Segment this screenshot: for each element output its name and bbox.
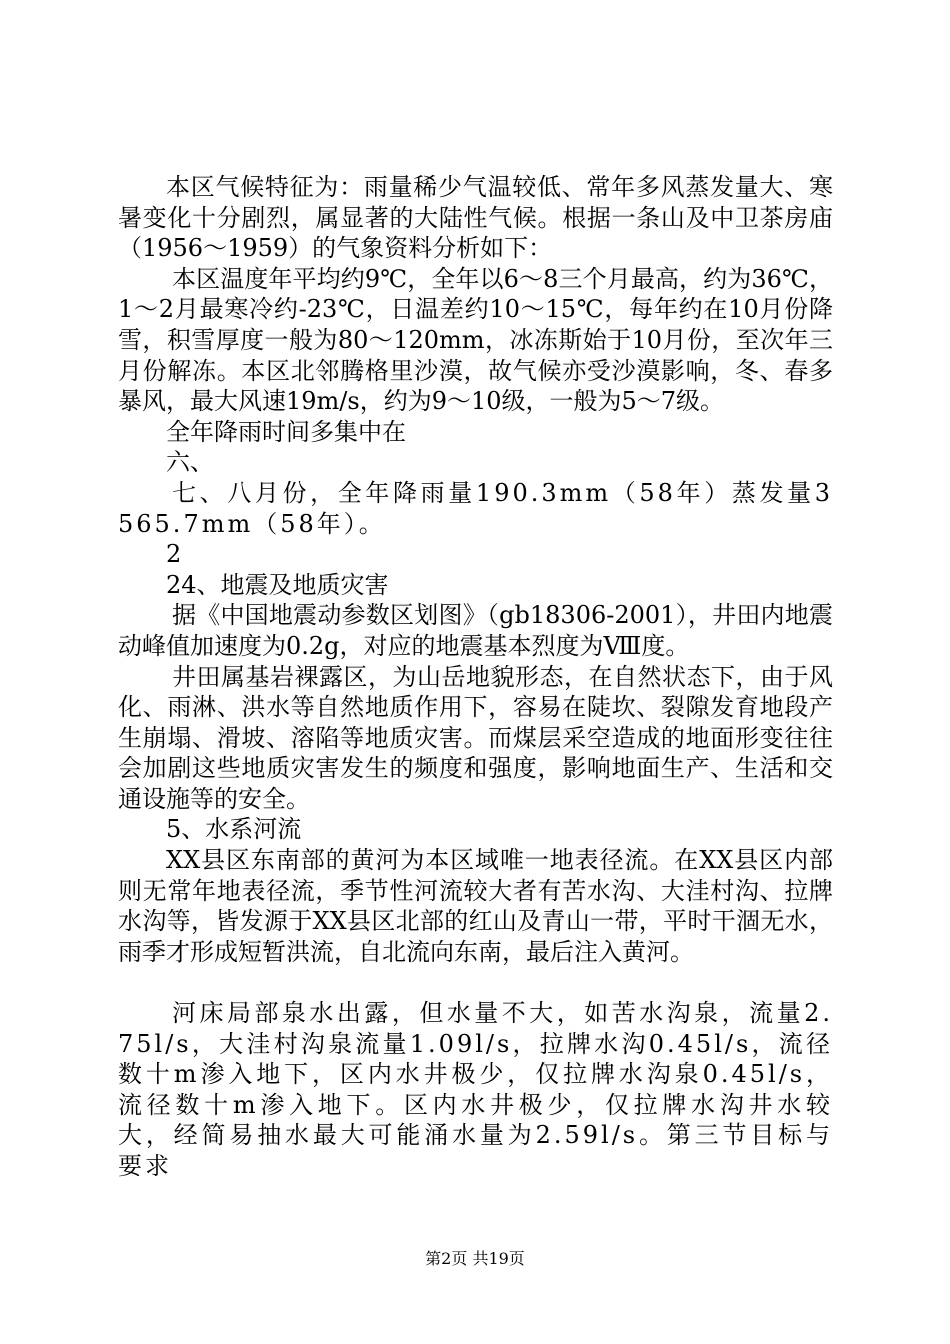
page-number-footer: 第2页 共19页	[425, 1249, 525, 1268]
paragraph-geological-hazards: 井田属基岩裸露区，为山岳地貌形态，在自然状态下，由于风化、雨淋、洪水等自然地质作用下，容易在陡坎、裂隙发育地段产生崩塌、滑坡、溶陷等地质灾害。而煤层采空造成的地面形变往往会加剧这些地质灾害发生的频度和强度，影响地面生产、生活和交通设施等的安全。	[118, 662, 833, 813]
paragraph-rainfall-months-a: 六、	[166, 448, 214, 477]
paragraph-rivers: XX县区东南部的黄河为本区域唯一地表径流。在XX县区内部则无常年地表径流，季节性河流较大者有苦水沟、大洼村沟、拉牌水沟等，皆发源于XX县区北部的红山及青山一带，平时干涸无水，雨季才形成短暂洪流，自北流向东南，最后注入黄河。	[118, 846, 833, 966]
paragraph-number: 2	[166, 540, 182, 569]
paragraph-springs: 河床局部泉水出露，但水量不大，如苦水沟泉，流量2.75l/s，大洼村沟泉流量1.09l/s，拉牌水沟0.45l/s，流径数十m渗入地下，区内水井极少，仅拉牌水沟泉0.45l/s，流径数十m渗入地下。区内水井极少，仅拉牌水沟井水较大，经简易抽水最大可能涌水量为2.59l/s。第三节目标与要求	[118, 999, 833, 1180]
paragraph-rainfall-months-b: 七、八月份，全年降雨量190.3mm（58年）蒸发量3565.7mm（58年）。	[118, 478, 833, 538]
paragraph-temperature: 本区温度年平均约9℃，全年以6～8三个月最高，约为36℃，1～2月最寒冷约-23℃，日温差约10～15℃，每年约在10月份降雪，积雪厚度一般为80～120mm，冰冻斯始于10月份，至次年三月份解冻。本区北邻腾格里沙漠，故气候亦受沙漠影响，冬、春多暴风，最大风速19m/s，约为9～10级，一般为5～7级。	[118, 264, 833, 416]
paragraph-earthquake: 据《中国地震动参数区划图》（gb18306-2001），井田内地震动峰值加速度为0.2g，对应的地震基本烈度为Ⅷ度。	[118, 601, 833, 660]
paragraph-rainfall-intro: 全年降雨时间多集中在	[166, 417, 406, 446]
document-body	[118, 172, 833, 1182]
section-heading-earthquake: 24、地震及地质灾害	[166, 570, 389, 599]
paragraph-climate-overview: 本区气候特征为：雨量稀少气温较低、常年多风蒸发量大、寒暑变化十分剧烈，属显著的大陆性气候。根据一条山及中卫茶房庙（1956～1959）的气象资料分析如下：	[118, 173, 833, 263]
section-heading-rivers: 5、水系河流	[166, 815, 302, 844]
